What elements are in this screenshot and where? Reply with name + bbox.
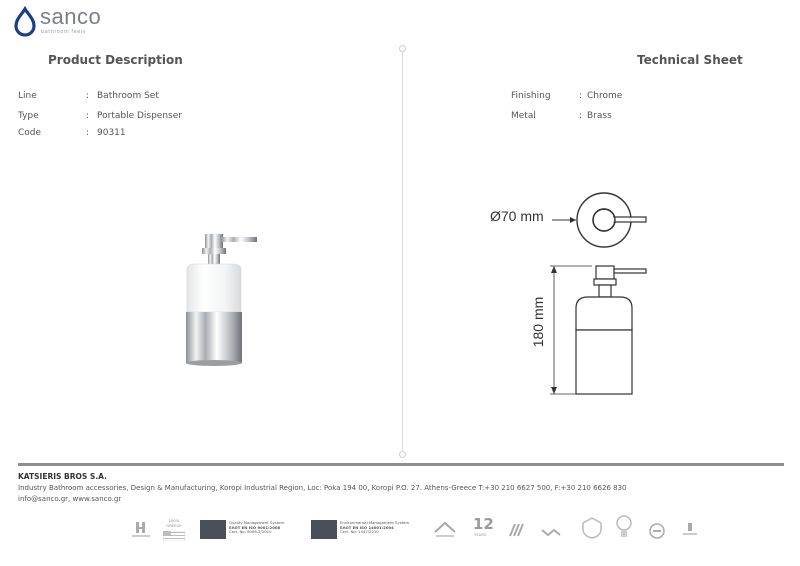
row-separator: :: [86, 91, 90, 101]
row-value: Chrome: [587, 91, 623, 101]
divider-top-dot: [399, 45, 406, 52]
row-separator: :: [86, 111, 90, 121]
row-finishing: [511, 91, 711, 103]
qms-title: Quality Management System: [229, 520, 285, 525]
row-value: Portable Dispenser: [97, 111, 182, 121]
row-metal: [511, 111, 711, 123]
ems-cert-number: Cert. No: 1447/2010: [340, 529, 379, 534]
eu-flag-icon: [311, 520, 337, 539]
row-separator: :: [579, 111, 583, 121]
row-label: Finishing: [511, 91, 551, 101]
company-contact: info@sanco.gr, www.sanco.gr: [18, 495, 122, 503]
technical-sheet-title: Technical Sheet: [637, 53, 743, 67]
company-address: Industry Bathroom accessories, Design & Manufacturing, Koropi Industrial Region, Loc: Poka 194 00, Koropi P.O. 27. Athens-Greece T:+30 210 6627 500, F:+30 210 6626 830: [18, 484, 627, 492]
diameter-dimension: Ø70 mm: [490, 208, 544, 224]
product-photo: [175, 228, 265, 370]
row-label: Metal: [511, 111, 536, 121]
ems-standard: ΕΛΟΤ EN ISO 14001:2004: [340, 524, 394, 530]
row-value: Brass: [587, 111, 612, 121]
row-value: Bathroom Set: [97, 91, 159, 101]
row-separator: :: [579, 91, 583, 101]
shield-badge-icon: [581, 516, 603, 540]
row-value: 90311: [97, 128, 126, 138]
environmental-cert: [340, 521, 420, 535]
row-line: [18, 91, 318, 103]
brand-name: sanco: [40, 4, 102, 29]
product-description-title: Product Description: [48, 53, 183, 67]
top-view-drawing: [550, 188, 660, 252]
row-code: [18, 128, 318, 140]
nano-badge-icon: [680, 520, 700, 540]
house-badge-icon: [432, 518, 458, 540]
row-label: Type: [18, 111, 39, 121]
company-name: KATSIERIS BROS S.A.: [18, 472, 107, 481]
side-view-drawing: [540, 260, 660, 400]
wave-badge-icon: [540, 524, 564, 540]
qms-cert-number: Cert. No: 6008-2/2010: [229, 529, 272, 534]
qms-standard: ΕΛΟΤ EN ISO 9001:2008: [229, 524, 281, 530]
quality-cert: [229, 521, 299, 535]
height-dimension: 180 mm: [530, 296, 546, 348]
divider-bottom-dot: [399, 451, 406, 458]
brand-tagline: bathroom feels: [41, 29, 86, 35]
warranty-label: YEARS: [474, 532, 487, 537]
warranty-years-badge: 12: [473, 515, 494, 533]
row-label: Line: [18, 91, 37, 101]
ems-title: Environmental Management System: [340, 520, 410, 525]
row-type: [18, 111, 318, 123]
eu-flag-icon: [200, 520, 226, 539]
bulb-badge-icon: [614, 514, 634, 542]
stripes-badge-icon: [506, 520, 526, 540]
row-separator: :: [86, 128, 90, 138]
hotels-badge-icon: [130, 520, 152, 540]
center-divider: [402, 48, 403, 454]
made-in-greece-badge: 100% GREECE: [166, 518, 182, 528]
greek-flag-icon: [163, 531, 185, 541]
row-label: Code: [18, 128, 42, 138]
footer-rule: [18, 463, 784, 466]
circle-badge-icon: [648, 522, 666, 540]
